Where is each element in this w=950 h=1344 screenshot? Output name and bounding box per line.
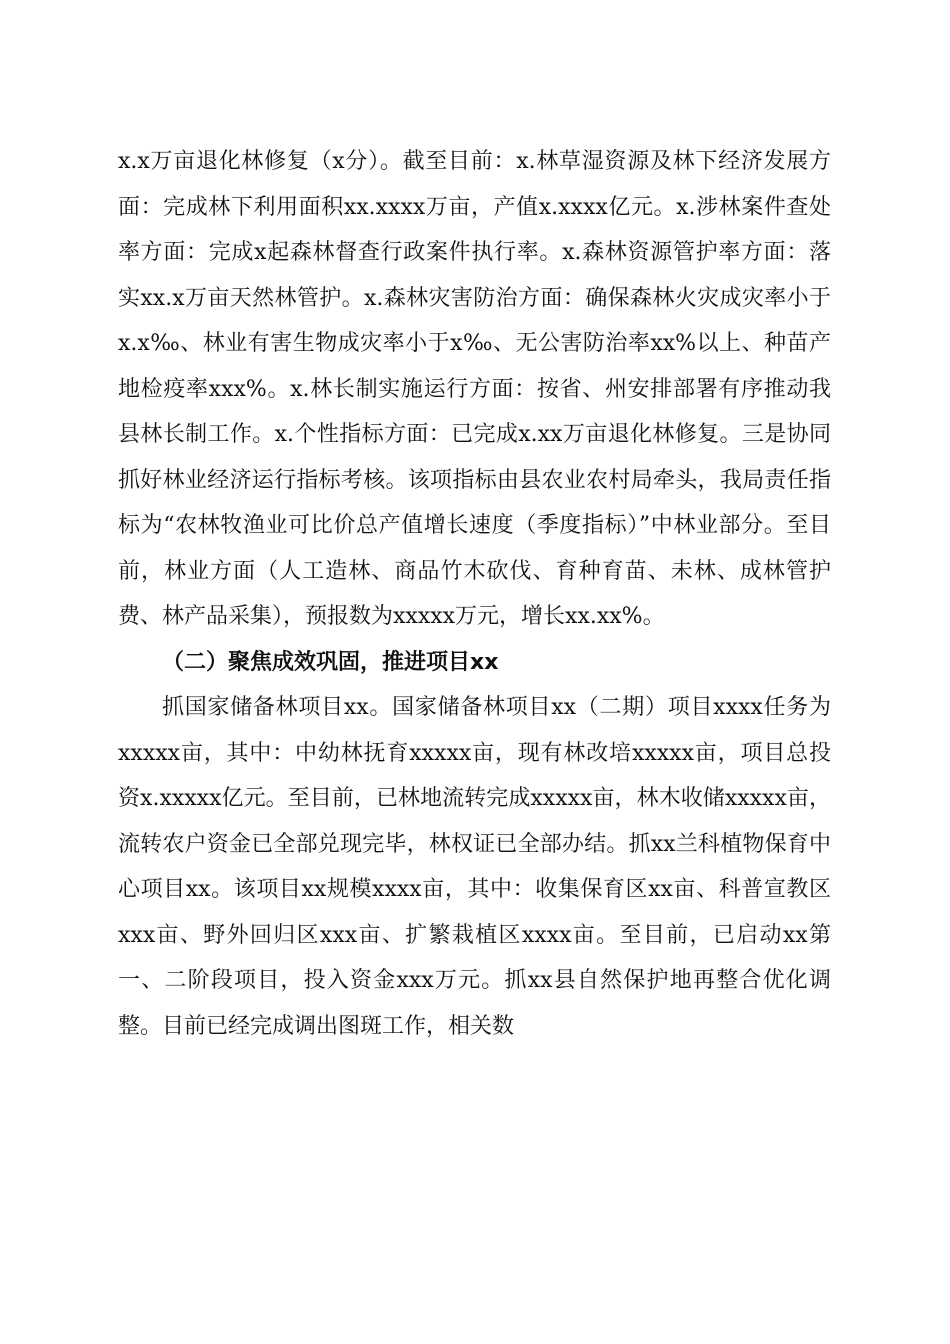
- document-body: [118, 139, 831, 1049]
- section-heading-2: （二）聚焦成效巩固，推进项目xx: [162, 649, 499, 675]
- paragraph-indicators: x.x万亩退化林修复（x分）。截至目前：x.林草湿资源及林下经济发展方面：完成林下利用面积xx.xxxx万亩，产值x.xxxx亿元。x.涉林案件查处率方面：完成x起森林督查行政案件执行率。x.森林资源管护率方面：落实xx.x万亩天然林管护。x.森林灾害防治方面：确保森林火灾成灾率小于x.x‰、林业有害生物成灾率小于x‰、无公害防治率xx%以上、种苗产地检疫率xxx%。x.林长制实施运行方面：按省、州安排部署有序推动我县林长制工作。x.个性指标方面：已完成x.xx万亩退化林修复。三是协同抓好林业经济运行指标考核。该项指标由县农业农村局牵头，我局责任指标为“农林牧渔业可比价总产值增长速度（季度指标）”中林业部分。至目前，林业方面（人工造林、商品竹木砍伐、育种育苗、未林、成林管护费、林产品采集），预报数为xxxxx万元，增长xx.xx%。: [118, 149, 831, 629]
- paragraph-projects: 抓国家储备林项目xx。国家储备林项目xx（二期）项目xxxx任务为xxxxx亩，其中：中幼林抚育xxxxx亩，现有林改培xxxxx亩，项目总投资x.xxxxx亿元。至目前，已林地流转完成xxxxx亩，林木收储xxxxx亩，流转农户资金已全部兑现完毕，林权证已全部办结。抓xx兰科植物保育中心项目xx。该项目xx规模xxxx亩，其中：收集保育区xx亩、科普宣教区xxx亩、野外回归区xxx亩、扩繁栽植区xxxx亩。至目前，已启动xx第一、二阶段项目，投入资金xxx万元。抓xx县自然保护地再整合优化调整。目前已经完成调出图斑工作，相关数: [118, 695, 831, 1039]
